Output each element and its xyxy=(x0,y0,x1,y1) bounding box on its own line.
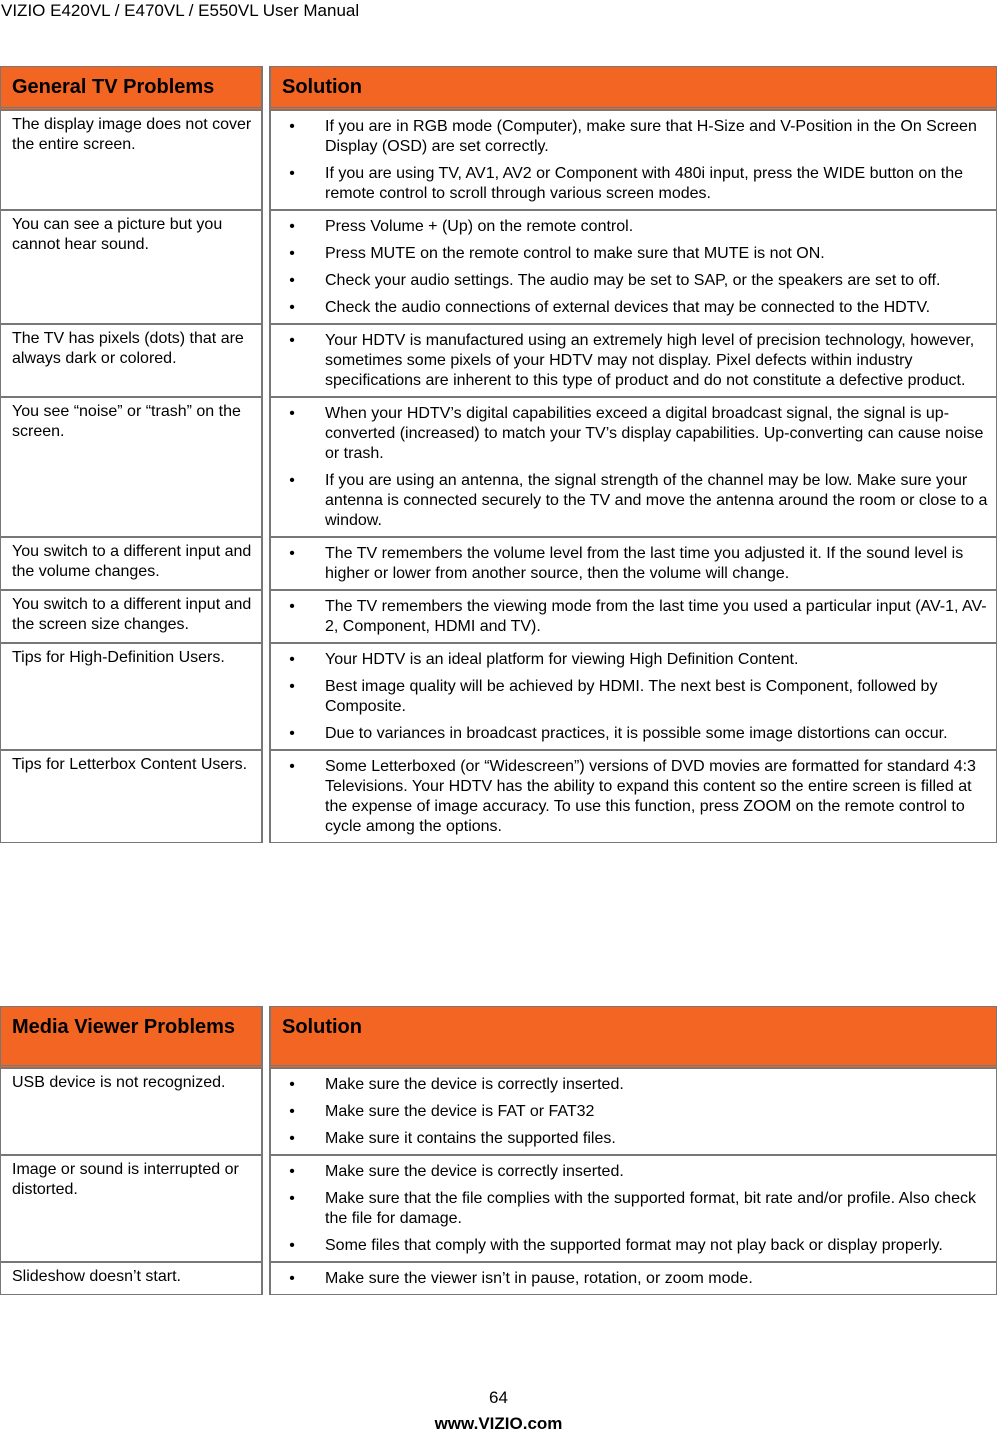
list-item xyxy=(282,298,990,318)
bullet-icon: • xyxy=(289,1190,295,1207)
problem-cell: The TV has pixels (dots) that are always dark or colored. xyxy=(0,324,262,397)
list-item xyxy=(282,217,990,237)
table-row xyxy=(0,643,997,750)
list-item xyxy=(282,650,990,670)
bullet-icon: • xyxy=(289,472,295,489)
table-row xyxy=(0,537,997,590)
bullet-icon: • xyxy=(289,332,295,349)
solution-text: If you are using an antenna, the signal strength of the channel may be low. Make sure your antenna is connected securely to the TV and move the antenna around the room or close to a window. xyxy=(325,472,988,529)
bullet-icon: • xyxy=(289,299,295,316)
bullet-icon: • xyxy=(289,405,295,422)
solution-text: Due to variances in broadcast practices, it is possible some image distortions can occur. xyxy=(325,725,948,742)
list-item xyxy=(282,1162,990,1182)
bullet-icon: • xyxy=(289,651,295,668)
column-separator xyxy=(262,643,270,750)
bullet-icon: • xyxy=(289,545,295,562)
list-item xyxy=(282,677,990,717)
list-item xyxy=(282,1102,990,1122)
table-row xyxy=(0,210,997,324)
bullet-icon: • xyxy=(289,758,295,775)
solution-list xyxy=(282,1162,990,1256)
solution-text: Press MUTE on the remote control to make sure that MUTE is not ON. xyxy=(325,245,825,262)
list-item xyxy=(282,1075,990,1095)
problem-cell: You see “noise” or “trash” on the screen. xyxy=(0,397,262,537)
page-number: 64 xyxy=(489,1388,508,1407)
column-separator xyxy=(262,66,270,110)
solution-text: Check your audio settings. The audio may be set to SAP, or the speakers are set to off. xyxy=(325,272,941,289)
media-viewer-problems-table xyxy=(0,1006,997,1295)
solution-text: When your HDTV’s digital capabilities exceed a digital broadcast signal, the signal is up-converted (increased) to match your TV’s display capabilities. Up-converting can cause noise or trash. xyxy=(325,405,984,462)
bullet-icon: • xyxy=(289,678,295,695)
solution-cell xyxy=(270,1068,997,1155)
column-separator xyxy=(262,537,270,590)
solution-cell xyxy=(270,537,997,590)
footer-url: www.VIZIO.com xyxy=(434,1414,563,1433)
solution-cell xyxy=(270,324,997,397)
solution-list xyxy=(282,650,990,744)
solution-column-header: Solution xyxy=(270,1006,997,1068)
solution-text: Your HDTV is an ideal platform for viewing High Definition Content. xyxy=(325,651,799,668)
column-separator xyxy=(262,1068,270,1155)
column-separator xyxy=(262,590,270,643)
table-row xyxy=(0,1068,997,1155)
solution-cell xyxy=(270,110,997,210)
table-row xyxy=(0,750,997,843)
problem-column-header: Media Viewer Problems xyxy=(0,1006,262,1068)
solution-column-header: Solution xyxy=(270,66,997,110)
list-item xyxy=(282,544,990,584)
solution-cell xyxy=(270,1155,997,1262)
problem-cell: USB device is not recognized. xyxy=(0,1068,262,1155)
solution-text: Make sure that the file complies with the supported format, bit rate and/or profile. Also check the file for damage. xyxy=(325,1190,976,1227)
solution-text: Make sure the viewer isn’t in pause, rotation, or zoom mode. xyxy=(325,1270,753,1287)
table-row xyxy=(0,1262,997,1295)
problem-column-header: General TV Problems xyxy=(0,66,262,110)
solution-list xyxy=(282,1075,990,1149)
list-item xyxy=(282,244,990,264)
list-item xyxy=(282,331,990,391)
solution-list xyxy=(282,404,990,531)
list-item xyxy=(282,757,990,837)
solution-text: The TV remembers the viewing mode from the last time you used a particular input (AV-1, AV-2, Component, HDMI and TV). xyxy=(325,598,987,635)
column-separator xyxy=(262,397,270,537)
column-separator xyxy=(262,1155,270,1262)
solution-cell xyxy=(270,590,997,643)
solution-text: Some files that comply with the supported format may not play back or display properly. xyxy=(325,1237,943,1254)
problem-cell: Tips for High-Definition Users. xyxy=(0,643,262,750)
solution-text: Make sure it contains the supported files. xyxy=(325,1130,616,1147)
list-item xyxy=(282,471,990,531)
solution-cell xyxy=(270,750,997,843)
solution-list xyxy=(282,1269,990,1289)
bullet-icon: • xyxy=(289,245,295,262)
column-separator xyxy=(262,210,270,324)
list-item xyxy=(282,724,990,744)
problem-cell: You can see a picture but you cannot hear sound. xyxy=(0,210,262,324)
bullet-icon: • xyxy=(289,218,295,235)
solution-list xyxy=(282,217,990,318)
solution-text: Best image quality will be achieved by HDMI. The next best is Component, followed by Composite. xyxy=(325,678,938,715)
list-item xyxy=(282,1129,990,1149)
bullet-icon: • xyxy=(289,165,295,182)
list-item xyxy=(282,597,990,637)
list-item xyxy=(282,117,990,157)
bullet-icon: • xyxy=(289,1103,295,1120)
list-item xyxy=(282,271,990,291)
problem-cell: Slideshow doesn’t start. xyxy=(0,1262,262,1295)
problem-cell: You switch to a different input and the screen size changes. xyxy=(0,590,262,643)
column-separator xyxy=(262,750,270,843)
bullet-icon: • xyxy=(289,598,295,615)
solution-cell xyxy=(270,643,997,750)
problem-cell: You switch to a different input and the volume changes. xyxy=(0,537,262,590)
list-item xyxy=(282,1236,990,1256)
bullet-icon: • xyxy=(289,725,295,742)
column-separator xyxy=(262,1262,270,1295)
list-item xyxy=(282,164,990,204)
bullet-icon: • xyxy=(289,1163,295,1180)
solution-cell xyxy=(270,210,997,324)
solution-text: If you are using TV, AV1, AV2 or Component with 480i input, press the WIDE button on the remote control to scroll through various screen modes. xyxy=(325,165,964,202)
bullet-icon: • xyxy=(289,1076,295,1093)
solution-list xyxy=(282,544,990,584)
problem-cell: Image or sound is interrupted or distorted. xyxy=(0,1155,262,1262)
solution-text: If you are in RGB mode (Computer), make sure that H-Size and V-Position in the On Screen Display (OSD) are set correctly. xyxy=(325,118,977,155)
solution-text: Make sure the device is correctly inserted. xyxy=(325,1076,624,1093)
column-separator xyxy=(262,324,270,397)
problem-cell: The display image does not cover the entire screen. xyxy=(0,110,262,210)
solution-text: Make sure the device is FAT or FAT32 xyxy=(325,1103,595,1120)
solution-cell xyxy=(270,1262,997,1295)
bullet-icon: • xyxy=(289,118,295,135)
solution-text: Check the audio connections of external devices that may be connected to the HDTV. xyxy=(325,299,931,316)
table-row xyxy=(0,397,997,537)
bullet-icon: • xyxy=(289,1130,295,1147)
solution-list xyxy=(282,597,990,637)
table-row xyxy=(0,110,997,210)
bullet-icon: • xyxy=(289,1237,295,1254)
solution-text: Make sure the device is correctly inserted. xyxy=(325,1163,624,1180)
table-row xyxy=(0,324,997,397)
list-item xyxy=(282,1189,990,1229)
solution-list xyxy=(282,757,990,837)
bullet-icon: • xyxy=(289,1270,295,1287)
solution-text: Press Volume + (Up) on the remote control. xyxy=(325,218,634,235)
solution-list xyxy=(282,331,990,391)
solution-text: The TV remembers the volume level from the last time you adjusted it. If the sound level is higher or lower from another source, then the volume will change. xyxy=(325,545,964,582)
bullet-icon: • xyxy=(289,272,295,289)
list-item xyxy=(282,404,990,464)
table-row xyxy=(0,590,997,643)
solution-text: Some Letterboxed (or “Widescreen”) versions of DVD movies are formatted for standard 4:3 Televisions. Your HDTV has the ability to expand this content so the entire screen is filled at the expense of image accuracy. To use this function, press ZOOM on the remote control to cycle among the options. xyxy=(325,758,976,835)
general-tv-problems-table xyxy=(0,66,997,843)
column-separator xyxy=(262,1006,270,1068)
problem-cell: Tips for Letterbox Content Users. xyxy=(0,750,262,843)
manual-title: VIZIO E420VL / E470VL / E550VL User Manual xyxy=(1,1,360,20)
solution-cell xyxy=(270,397,997,537)
table-row xyxy=(0,1155,997,1262)
solution-text: Your HDTV is manufactured using an extremely high level of precision technology, however, sometimes some pixels of your HDTV may not display. Pixel defects within industry specifications are inherent to this type of product and do not constitute a defective product. xyxy=(325,332,975,389)
list-item xyxy=(282,1269,990,1289)
solution-list xyxy=(282,117,990,204)
column-separator xyxy=(262,110,270,210)
